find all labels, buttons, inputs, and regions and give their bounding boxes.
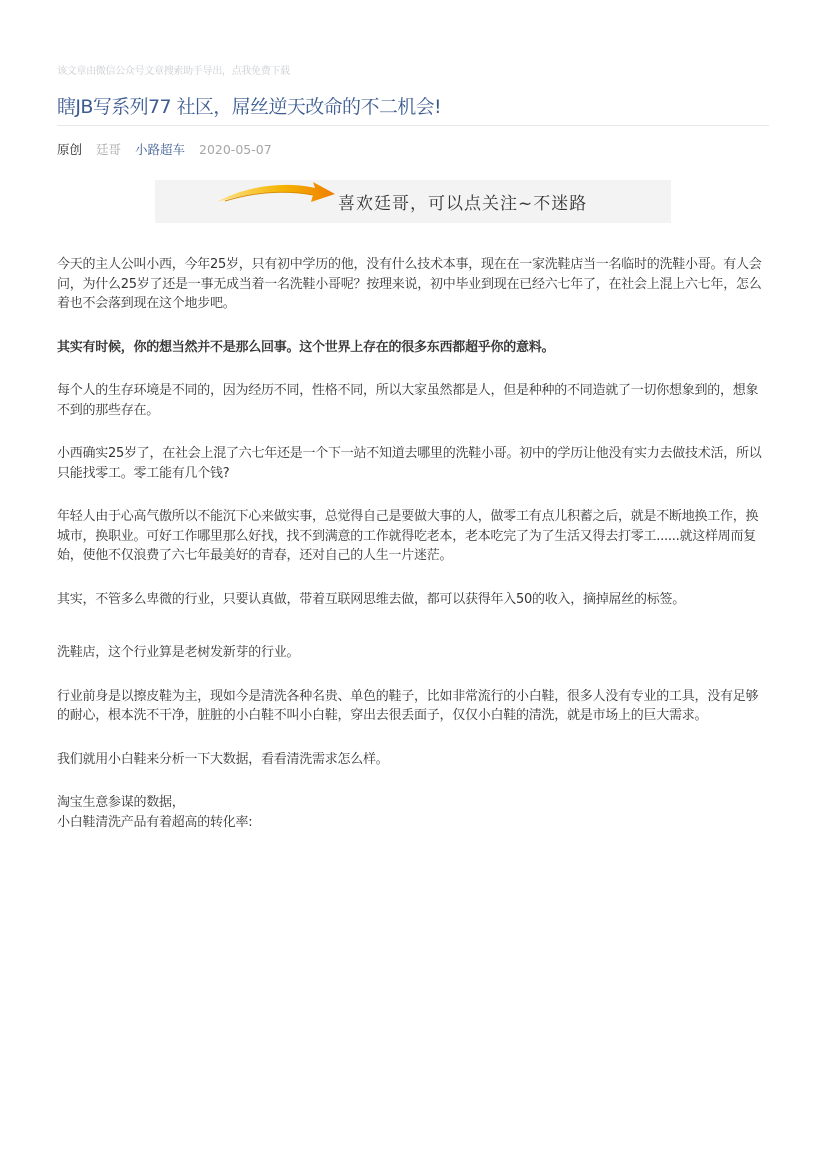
follow-banner xyxy=(155,180,671,223)
paragraph-any-industry: 其实，不管多么卑微的行业，只要认真做，带着互联网思维去做，都可以获得年入50的收入，摘掉屌丝的标签。 xyxy=(57,591,686,607)
title-divider xyxy=(57,125,769,126)
article-body xyxy=(57,255,769,832)
publish-date: 2020-05-07 xyxy=(199,142,272,157)
paragraph-industry-history: 行业前身是以擦皮鞋为主，现如今是清洗各种名贵、单色的鞋子，比如非常流行的小白鞋，很多人没有专业的工具，没有足够的耐心，根本洗不干净，脏脏的小白鞋不叫小白鞋，穿出去很丢面子，仅仅小白鞋的清洗，就是市场上的巨大需求。 xyxy=(57,688,759,723)
paragraph-highlight: 其实有时候，你的想当然并不是那么回事。这个世界上存在的很多东西都超乎你的意料。 xyxy=(57,339,555,355)
paragraph-taobao-data: 淘宝生意参谋的数据， xyxy=(57,795,185,810)
banner-caption: 喜欢廷哥，可以点关注~不迷路 xyxy=(338,194,588,214)
paragraph-big-data: 我们就用小白鞋来分析一下大数据，看看清洗需求怎么样。 xyxy=(57,751,389,767)
author-name: 廷哥 xyxy=(96,142,122,157)
article-title: 瞎JB写系列77 社区，屌丝逆天改命的不二机会! xyxy=(57,96,442,118)
export-notice-link[interactable]: 该文章由微信公众号文章搜索助手导出，点我免费下载 xyxy=(57,66,290,77)
paragraph-conversion-rate: 小白鞋清洗产品有着超高的转化率: xyxy=(57,814,253,830)
paragraph-young-people: 年轻人由于心高气傲所以不能沉下心来做实事，总觉得自己是要做大事的人，做零工有点儿积蓄之后，就是不断地换工作，换城市，换职业。可好工作哪里那么好找，找不到满意的工作就得吃老本，老本吃完了为了生活又得去打零工......就这样周而复始，使他不仅浪费了六七年最美好的青春，还对自己的人生一片迷茫。 xyxy=(57,509,759,563)
paragraph-xiaoxi: 小西确实25岁了，在社会上混了六七年还是一个下一站不知道去哪里的洗鞋小哥。初中的学历让他没有实力去做技术活，所以只能找零工。零工能有几个钱? xyxy=(57,446,762,481)
original-label: 原创 xyxy=(57,142,83,157)
paragraph-environment: 每个人的生存环境是不同的，因为经历不同，性格不同，所以大家虽然都是人，但是种种的不同造就了一切你想象到的，想象不到的那些存在。 xyxy=(57,383,759,418)
paragraph-shoe-store: 洗鞋店，这个行业算是老树发新芽的行业。 xyxy=(57,645,300,660)
paragraph-intro: 今天的主人公叫小西，今年25岁，只有初中学历的他，没有什么技术本事，现在在一家洗鞋店当一名临时的洗鞋小哥。有人会问，为什么25岁了还是一事无成当着一名洗鞋小哥呢？按理来说，初中毕业到现在已经六七年了，在社会上混上六七年，怎么着也不会落到现在这个地步吧。 xyxy=(57,257,762,311)
account-link[interactable]: 小路超车 xyxy=(135,142,186,157)
article-meta xyxy=(57,140,282,158)
